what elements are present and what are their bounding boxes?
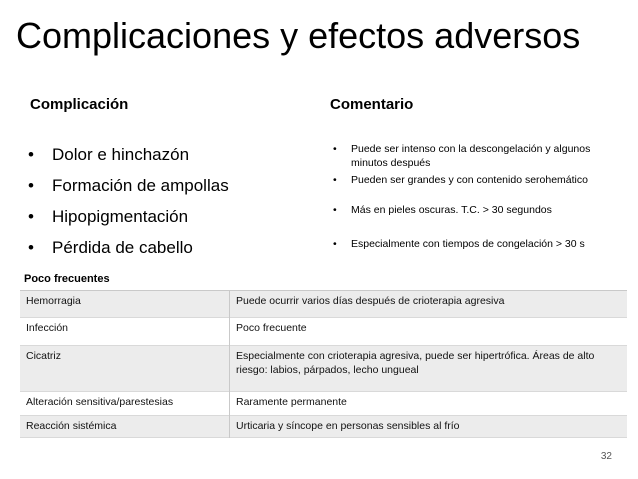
bullet: • (28, 238, 34, 257)
list-item (28, 201, 229, 232)
page-number: 32 (600, 451, 612, 462)
complications-table (20, 291, 627, 438)
table-row (20, 391, 627, 415)
list-item (28, 139, 229, 170)
bullet: • (333, 143, 337, 155)
bullet: • (28, 207, 34, 226)
table-cell-comment: Raramente permanente (236, 395, 347, 408)
slide-title: Complicaciones y efectos adversos (16, 15, 581, 56)
bullet: • (28, 145, 34, 164)
table-cell-name: Reacción sistémica (20, 415, 230, 437)
comment-text: Puede ser intenso con la descongelación y algunos minutos después (351, 143, 591, 169)
table-row (20, 317, 627, 345)
table-cell-name: Infección (20, 317, 230, 345)
table-cell-name: Cicatriz (20, 345, 230, 391)
comment-text: Más en pieles oscuras. T.C. > 30 segundos (351, 204, 552, 216)
uncommon-table (20, 272, 627, 438)
table-row (20, 415, 627, 437)
bullet: • (333, 204, 337, 216)
list-item (28, 170, 229, 201)
complication-heading: Complicación (30, 96, 129, 113)
list-item (333, 142, 623, 173)
table-cell-comment: Poco frecuente (236, 321, 307, 334)
list-item (28, 232, 229, 263)
table-cell-name: Hemorragia (20, 291, 230, 317)
comment-heading: Comentario (330, 96, 414, 113)
complication-list (28, 139, 229, 263)
table-cell-comment: Urticaria y síncope en personas sensibles al frío (230, 415, 628, 437)
bullet: • (333, 238, 337, 250)
list-item (333, 203, 623, 237)
complication-text: Pérdida de cabello (52, 238, 193, 257)
complication-text: Dolor e hinchazón (52, 145, 190, 164)
table-cell-name: Alteración sensitiva/parestesias (20, 391, 230, 415)
bullet: • (28, 176, 34, 195)
table-row (20, 345, 627, 391)
comment-text: Pueden ser grandes y con contenido serohemático (351, 174, 588, 186)
complication-text: Formación de ampollas (52, 176, 229, 195)
table-caption: Poco frecuentes (20, 272, 627, 291)
complication-text: Hipopigmentación (52, 207, 189, 226)
bullet: • (333, 174, 337, 186)
list-item (333, 237, 623, 253)
comment-list (333, 142, 623, 253)
list-item (333, 173, 623, 203)
table-row (20, 291, 627, 317)
table-cell-comment: Especialmente con crioterapia agresiva, puede ser hipertrófica. Áreas de alto riesgo: labios, párpados, lecho ungueal (230, 345, 628, 391)
table-cell-comment: Puede ocurrir varios días después de crioterapia agresiva (230, 291, 628, 317)
comment-text: Especialmente con tiempos de congelación > 30 s (351, 238, 585, 250)
